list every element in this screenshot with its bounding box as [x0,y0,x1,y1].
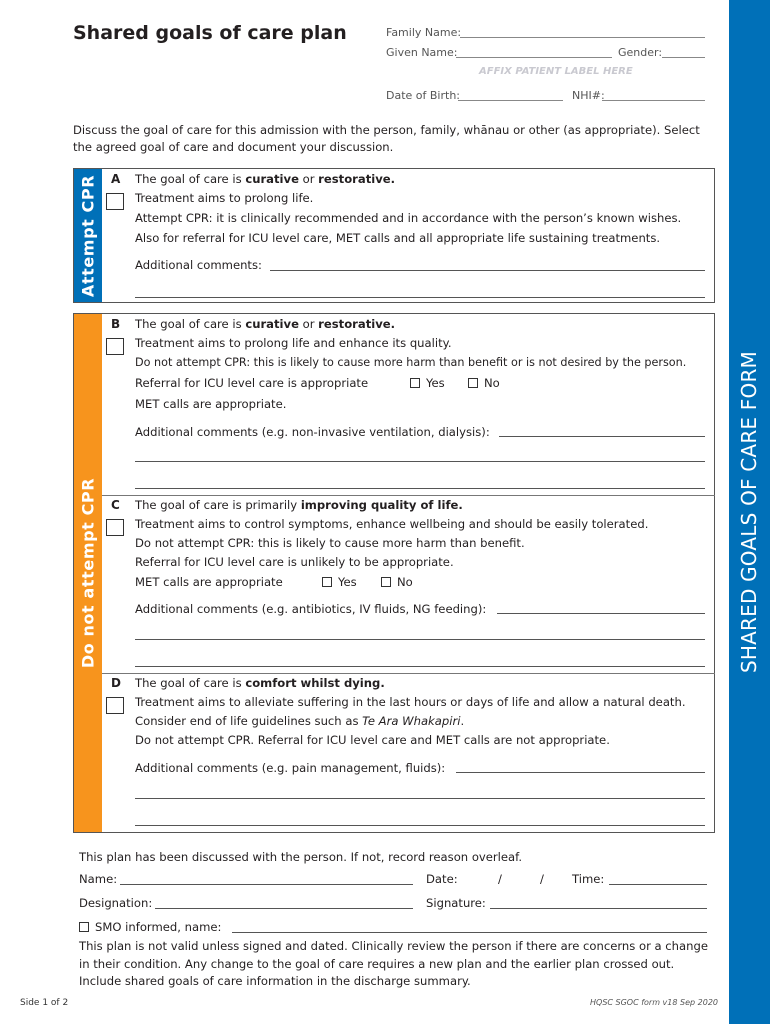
text: or [298,317,319,331]
dnacpr-label: Do not attempt CPR [78,477,98,669]
given-name-field[interactable] [456,57,612,58]
section-c-checkbox[interactable] [106,519,124,536]
no-label: No [397,575,413,589]
smo-name-field[interactable] [232,932,707,933]
section-divider [102,673,715,674]
intro-text: Discuss the goal of care for this admission with the person, family, whānau or other (as appropriate). Select the agreed goal of care and document your discussion. [73,123,700,154]
section-d-comments-line-1[interactable] [456,772,705,773]
text-bold: curative [245,317,299,331]
text-bold: curative [245,172,299,186]
page-title: Shared goals of care plan [73,22,347,44]
section-a-line-3: Attempt CPR: it is clinically recommended and in accordance with the person’s known wishes. [135,211,682,225]
section-b-comments-label: Additional comments (e.g. non-invasive ventilation, dialysis): [135,425,490,439]
section-d-line-1 [135,676,385,690]
section-a-line-2: Treatment aims to prolong life. [135,191,314,205]
section-b-line-3: Do not attempt CPR: this is likely to cause more harm than benefit or is not desired by the person. [135,356,687,369]
no-checkbox[interactable] [381,577,391,587]
text: The goal of care is [135,172,246,186]
dob-label: Date of Birth: [386,89,461,102]
section-c-line-3: Do not attempt CPR: this is likely to cause more harm than benefit. [135,536,525,550]
section-d-checkbox[interactable] [106,697,124,714]
designation-field[interactable] [155,908,413,909]
no-checkbox[interactable] [468,378,478,388]
section-b-icu-no[interactable] [468,376,500,390]
section-c-comments-line-1[interactable] [497,613,705,614]
section-d-line-3 [135,714,464,728]
given-name-label: Given Name: [386,46,458,59]
dnacpr-box [73,313,715,833]
section-c-comments-label: Additional comments (e.g. antibiotics, IV fluids, NG feeding): [135,602,487,616]
date-label: Date: [426,872,458,886]
text-bold: restorative. [318,172,396,186]
section-c-letter: C [111,498,120,512]
yes-label: Yes [426,376,445,390]
signature-label: Signature: [426,896,486,910]
signature-field[interactable] [490,908,707,909]
yes-checkbox[interactable] [322,577,332,587]
section-c-line-5: MET calls are appropriate [135,575,283,589]
section-c-line-1 [135,498,463,512]
section-c-met-yes[interactable] [322,575,357,589]
section-a-comments-label: Additional comments: [135,258,262,272]
section-d-line-2: Treatment aims to alleviate suffering in the last hours or days of life and allow a natural death. [135,695,686,709]
time-field[interactable] [609,884,707,885]
text: or [298,172,319,186]
section-d-line-4: Do not attempt CPR. Referral for ICU level care and MET calls are not appropriate. [135,733,610,747]
side-band-title: SHARED GOALS OF CARE FORM [737,350,761,674]
section-a-line-4: Also for referral for ICU level care, MET calls and all appropriate life sustaining treatments. [135,231,661,245]
time-label: Time: [572,872,605,886]
section-a-checkbox[interactable] [106,193,124,210]
text: The goal of care is [135,676,246,690]
affix-label-hint: AFFIX PATIENT LABEL HERE [479,66,633,77]
text-bold: comfort whilst dying. [245,676,385,690]
name-label: Name: [79,872,118,886]
smo-label: SMO informed, name: [95,920,222,934]
attempt-cpr-band [74,169,102,302]
section-b-comments-line-3[interactable] [135,488,705,489]
section-a-comments-line-1[interactable] [270,270,705,271]
section-a-letter: A [111,172,121,186]
text: The goal of care is primarily [135,498,301,512]
gender-label: Gender: [618,46,663,59]
section-divider [102,495,715,496]
section-b-line-5: MET calls are appropriate. [135,397,287,411]
family-name-field[interactable] [460,37,705,38]
discussed-text: This plan has been discussed with the person. If not, record reason overleaf. [79,850,523,864]
date-separator: / [498,872,502,886]
section-b-line-4: Referral for ICU level care is appropriate [135,376,369,390]
section-d-comments-line-3[interactable] [135,825,705,826]
text: The goal of care is [135,317,246,331]
nhi-field[interactable] [602,100,705,101]
section-a-line-1 [135,172,395,186]
section-c-line-4: Referral for ICU level care is unlikely to be appropriate. [135,555,454,569]
section-b-line-1 [135,317,395,331]
section-b-line-2: Treatment aims to prolong life and enhance its quality. [135,336,452,350]
family-name-label: Family Name: [386,26,462,39]
section-b-letter: B [111,317,121,331]
text-italic: Te Ara Whakapiri [362,714,461,728]
text: . [460,714,465,728]
yes-checkbox[interactable] [410,378,420,388]
section-b-checkbox[interactable] [106,338,124,355]
section-a-comments-line-2[interactable] [135,297,705,298]
section-c-comments-line-3[interactable] [135,666,705,667]
validity-line-2: in their condition. Any change to the goal of care requires a new plan and the earlier plan crossed out. [79,957,675,971]
section-b-icu-yes[interactable] [410,376,445,390]
validity-line-1: This plan is not valid unless signed and dated. Clinically review the person if there are concerns or a change [79,939,708,953]
dob-field[interactable] [458,100,563,101]
text: Consider end of life guidelines such as [135,714,363,728]
section-c-line-2: Treatment aims to control symptoms, enhance wellbeing and should be easily tolerated. [135,517,649,531]
dnacpr-band [74,314,102,832]
yes-label: Yes [338,575,357,589]
section-d-letter: D [111,676,121,690]
validity-line-3: Include shared goals of care information in the discharge summary. [79,974,471,988]
section-d-comments-line-2[interactable] [135,798,705,799]
section-c-comments-line-2[interactable] [135,639,705,640]
gender-field[interactable] [662,57,705,58]
section-b-comments-line-1[interactable] [499,436,705,437]
nhi-label: NHI#: [572,89,605,102]
form-reference: HQSC SGOC form v18 Sep 2020 [590,998,718,1007]
smo-checkbox[interactable] [79,922,89,932]
page-number: Side 1 of 2 [20,998,69,1008]
section-b-comments-line-2[interactable] [135,461,705,462]
no-label: No [484,376,500,390]
text-bold: restorative. [318,317,396,331]
designation-label: Designation: [79,896,153,910]
text-bold: improving quality of life. [300,498,463,512]
date-separator: / [540,872,544,886]
section-d-comments-label: Additional comments (e.g. pain management, fluids): [135,761,446,775]
smo-informed[interactable] [79,920,221,934]
section-c-met-no[interactable] [381,575,413,589]
attempt-cpr-label: Attempt CPR [78,174,98,297]
name-field[interactable] [120,884,413,885]
